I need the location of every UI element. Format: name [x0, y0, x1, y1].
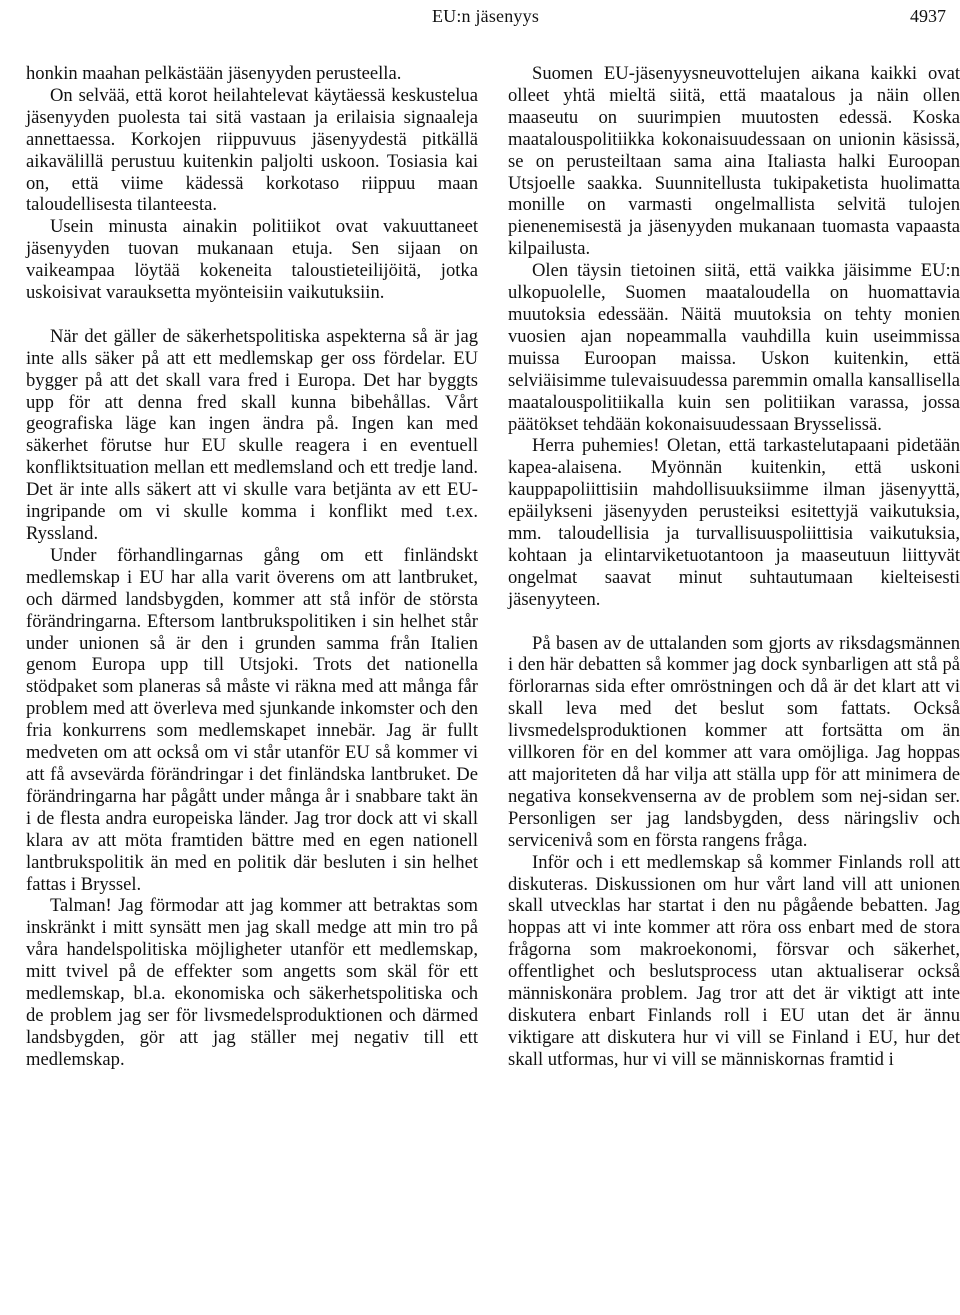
- paragraph-gap: [508, 611, 960, 633]
- running-title: EU:n jäsenyys: [431, 6, 540, 26]
- paragraph: Under förhandlingarnas gång om ett finländskt medlemskap i EU har alla varit överens om att lantbruket, och därmed landsbygden, kommer att stå inför de största förändringarna. Eftersom lantbrukspolitiken i sin helhet står under unionen så är den i grunden samma från Italien genom Europa upp till Utsjoki. Trots det nationella stödpaket som planeras så måste vi räkna med att många får problem med att överleva med sjunkande inkomster och den fria konkurrens som medlemskapet innebär. Jag är fullt medveten om att också om vi står utanför EU så kommer vi att få avsevärda förändringar i det finländska lantbruket. De förändringarna har pågått under många år i snabbare takt än i de flesta andra europeiska länder. Jag tror dock att vi skall klara av att möta framtiden bättre med en egen nationell lantbrukspolitik än med en politik där besluten i sin helhet fattas i Bryssel.: [26, 544, 478, 895]
- page-header: [25, 6, 946, 32]
- paragraph: Olen täysin tietoinen siitä, että vaikka jäisimme EU:n ulkopuolelle, Suomen maataloudella on huomattavia muutoksia edessään. Näitä muutoksia on tehty monien vuosien ajan nopeammalla vauhdilla kuin useimmissa muissa Euroopan maissa. Uskon kuitenkin, että selviäisimme tulevaisuudessa paremmin omalla kansallisella maatalouspolitiikalla kuin sen politiikan varassa, jossa päätökset tehdään kokonaisuudessaan Brysselissä.: [508, 260, 960, 435]
- paragraph: Inför och i ett medlemskap så kommer Finlands roll att diskuteras. Diskussionen om hur vårt land vill att unionen skall utvecklas har startat i den nu pågående bebatten. Jag hoppas att vi inte kommer att röra oss enbart med de stora frågorna som makroekonomi, försvar och säkerhet, offentlighet och beslutsprocess utan aktualiserar också människonära problem. Jag tror att det är viktigt att inte diskutera enbart Finlands roll i EU utan det är ännu viktigare att diskutera hur vi vill se Finland i EU, hur det skall utformas, hur vi vill se människornas framtid i: [508, 851, 960, 1070]
- left-column: [26, 63, 478, 1071]
- paragraph: Talman! Jag förmodar att jag kommer att betraktas som inskränkt i mitt synsätt men jag skall medge att min tro på våra handelspolitiska möjligheter utanför ett medlemskap, mitt tvivel på de effekter som angetts som skäl för ett medlemskap, bl.a. ekonomiska och säkerhetspolitiska och de problem jag ser för livsmedelsproduktionen och därmed landsbygden, gör att jag ställer mej negativ till ett medlemskap.: [26, 895, 478, 1070]
- paragraph: honkin maahan pelkästään jäsenyyden perusteella.: [26, 63, 402, 84]
- paragraph: Usein minusta ainakin politiikot ovat vakuuttaneet jäsenyyden tuovan mukanaan etuja. Sen sijaan on vaikeampaa löytää kokeneita taloustieteilijöitä, jotka uskoisivat varauksetta myönteisiin vaikutuksiin.: [26, 216, 478, 304]
- paragraph: On selvää, että korot heilahtelevat käytäessä keskustelua jäsenyyden puolesta tai sitä vastaan ja erilaisia signaaleja annettaessa. Korkojen riippuvuus jäsenyydestä pitkällä aikavälillä perustuu kuitenkin paljolti uskoon. Tosiasia kai on, että viime kädessä korkotaso riippuu maan taloudellisesta tilanteesta.: [26, 84, 478, 216]
- page-number: 4937: [910, 6, 946, 26]
- paragraph: Herra puhemies! Oletan, että tarkastelutapaani pidetään kapea-alaisena. Myönnän kuitenkin, että uskoni kauppapoliittisiin mahdollisuuksiimme ilman jäsenyyttä, epäilykseni jäsenyyden perusteiksi esitettyjä vaikutuksia, mm. taloudellisia ja turvallisuuspoliittisia vaikutuksia, kohtaan ja elintarviketuotantoon ja maaseutuun liittyvät ongelmat saavat minut suhtautumaan kielteisesti jäsenyyteen.: [508, 435, 960, 610]
- right-column: [508, 63, 960, 1071]
- paragraph-gap: [26, 304, 478, 326]
- paragraph: Suomen EU-jäsenyysneuvottelujen aikana kaikki ovat olleet yhtä mieltä siitä, että maatalous ja näin ollen maaseutu on suurimpien muutosten edessä. Koska maatalouspolitiikka kokonaisuudessaan on unionin käsissä, se on perusteiltaan sama aina Italiasta halki Euroopan Utsjoelle saakka. Suunnitellusta tukipaketista huolimatta monille on varmasti ongelmallista selvitä tulojen pienenemisestä ja jäsenyyden mukanaan tuomasta vapaasta kilpailusta.: [508, 63, 960, 260]
- paragraph: På basen av de uttalanden som gjorts av riksdagsmännen i den här debatten så kommer jag dock synbarligen att stå på förlorarnas sida efter omröstningen och då är det klart att vi skall leva med det beslut som fattats. Också livsmedelsproduktionen kommer att fortsätta om än villkoren för en del kommer att vara omöjliga. Jag hoppas att majoriteten då har vilja att ställa upp för att minimera de negativa konsekvenserna av de problem som nej-sidan ser. Personligen ser jag landsbygden, dess näringsliv och servicenivå som en första rangens fråga.: [508, 632, 960, 851]
- paragraph: När det gäller de säkerhetspolitiska aspekterna så är jag inte alls säker på att ett medlemskap ger oss fördelar. EU bygger på att det skall vara fred i Europa. Det har byggts upp för att denna fred skall kunna bibehållas. Vårt geografiska läge kan ingen ändra på. Ingen kan med säkerhet förutse hur EU skulle reagera i en eventuell konfliktsituation mellan ett medlemsland och ett tredje land. Det är inte alls säkert att vi skulle vara betjänta av ett EU-ingripande om vi skulle komma i konflikt med t.ex. Ryssland.: [26, 325, 478, 545]
